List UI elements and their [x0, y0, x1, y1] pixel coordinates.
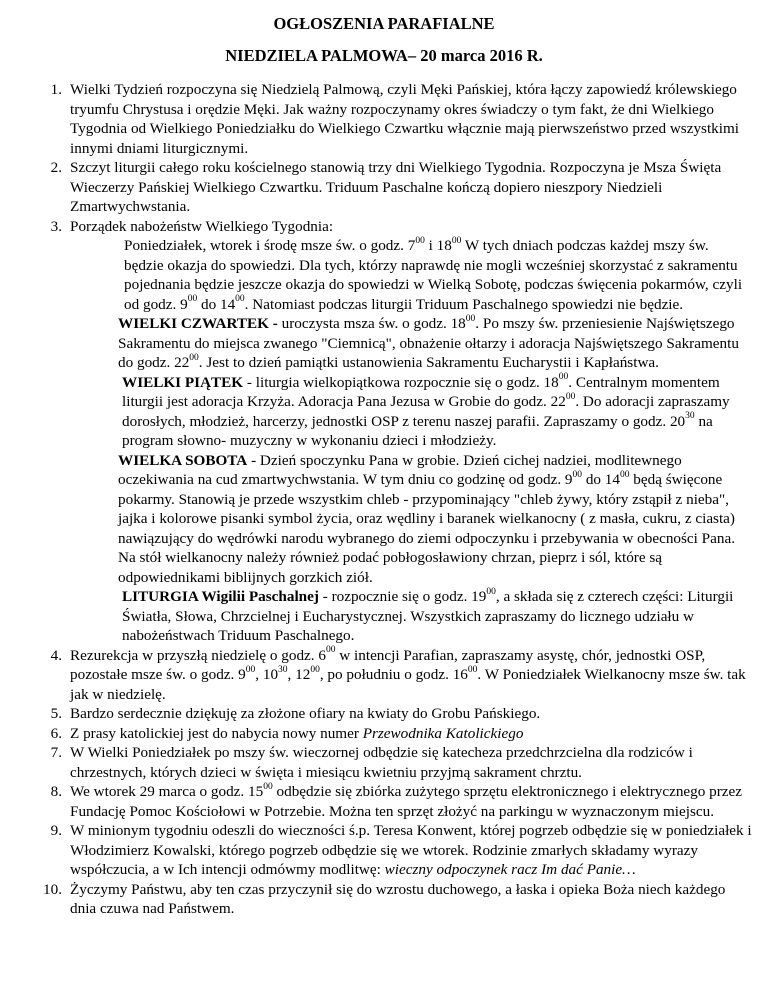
- item-number: 8.: [50, 783, 62, 800]
- schedule-mon-wed: Poniedziałek, wtorek i środę msze św. o godz. $7^{00}$ i $18^{00}$ W tych dniach podczas każdej mszy św. będzie okazja do spowiedzi. Dla tych, którzy naprawdę nie mogli wcześniej skorzystać z sakramentu pojednania będzie jeszcze okazja do spowiedzi w Wielką Sobotę, podczas święcenia pokarmów, czyli od godz. $9^{00}$ do $14^{00}$. Natomiast podczas liturgii Triduum Paschalnego spowiedzi nie będzie.: [124, 235, 743, 313]
- item-text: Rezurekcja w przyszłą niedzielę o godz. $6^{00}$ w intencji Parafian, zapraszamy asystę, chór, jednostki OSP, pozostałe msze św. o godz. $9^{00}$, $10^{30}$, $12^{00}$, po południu o godz. $16^{00}$. W Poniedziałek Wielkanocny msze św. tak jak w niedzielę.: [70, 645, 746, 703]
- list-item: [0, 743, 752, 782]
- list-item: [0, 724, 752, 744]
- item-number: 3.: [50, 217, 62, 235]
- item-text: Z prasy katolickiej jest do nabycia nowy numer Przewodnika Katolickiego: [70, 724, 524, 742]
- item-number: 1.: [50, 81, 62, 98]
- announcements-list: [0, 80, 752, 919]
- list-item: [0, 782, 752, 821]
- saturday-label: WIELKA SOBOTA: [118, 451, 248, 469]
- item-text: Porządek nabożeństw Wielkiego Tygodnia:: [70, 217, 334, 235]
- item-number: 5.: [50, 705, 62, 722]
- list-item: [0, 704, 752, 724]
- item-text: Szczyt liturgii całego roku kościelnego stanowią trzy dni Wielkiego Tygodnia. Rozpoczyna je Msza Święta Wieczerzy Pańskiej Wielkiego Czwartku. Triduum Paschalne kończą dopiero nieszpory Niedzieli Zmartwychwstania.: [70, 159, 722, 215]
- thursday-label: WIELKI CZWARTEK -: [118, 315, 278, 332]
- schedule-thursday: WIELKI CZWARTEK - uroczysta msza św. o godz. $18^{00}$. Po mszy św. przeniesienie Najświętszego Sakramentu do miejsca zwanego "Ciemnicą", obnażenie ołtarzy i adoracja Najświętszego Sakramentu do godz. $22^{00}$. Jest to dzień pamiątki ustanowienia Sakramentu Eucharystii i Kapłaństwa.: [118, 313, 739, 371]
- list-item: [0, 646, 752, 705]
- item-text: Bardzo serdecznie dziękuję za złożone ofiary na kwiaty do Grobu Pańskiego.: [70, 705, 541, 722]
- schedule-saturday: WIELKA SOBOTA - Dzień spoczynku Pana w grobie. Dzień cichej nadziei, modlitewnego oczekiwania na cud zmartwychwstania. W tym dniu co godzinę od godz. $9^{00}$ do $14^{00}$ będą święcone pokarmy. Stanowią je przede wszystkim chleb - przypominający "chleb żywy, który zstąpił z nieba", jajka i kolorowe pisanki symbol życia, oraz wędliny i baranek wielkanocny ( z masła, cukru, z ciasta) nawiązujący do wędrówki narodu wybranego do ziemi odpoczynku i przebywania w obecności Pana. Na stół wielkanocny należy również podać pobłogosławiony chrzan, pieprz i sól, które są odpowiednikami biblijnych gorzkich ziół.: [118, 451, 735, 586]
- page-title: OGŁOSZENIA PARAFIALNE: [273, 14, 495, 33]
- friday-label: WIELKI PIĄTEK: [122, 373, 244, 391]
- item-number: 4.: [50, 646, 62, 664]
- item-text: W minionym tygodniu odeszli do wieczności ś.p. Teresa Konwent, której pogrzeb odbędzie się w poniedziałek i Włodzimierz Kowalski, którego pogrzeb odbędzie się we wtorek. Rodzinie zmarłych składamy wyrazy współczucia, a w Ich intencji odmówmy modlitwę: wieczny odpoczynek racz Im dać Panie…: [70, 822, 752, 878]
- page-subtitle: NIEDZIELA PALMOWA– 20 marca 2016 R.: [225, 46, 543, 65]
- item-number: 2.: [50, 159, 62, 176]
- item-number: 10.: [43, 880, 62, 898]
- schedule-friday: WIELKI PIĄTEK - liturgia wielkopiątkowa rozpocznie się o godz. $18^{00}$. Centralnym momentem liturgii jest adoracja Krzyża. Adoracja Pana Jezusa w Grobie do godz. $22^{00}$. Do adoracji zapraszamy dorosłych, młodzież, harcerzy, jednostki OSP z terenu naszej parafii. Zapraszamy o godz. $20^{30}$ na program słowno- muzyczny w wykonaniu dzieci i młodzieży.: [122, 372, 730, 449]
- item-number: 6.: [50, 724, 62, 742]
- list-item: [0, 158, 752, 217]
- item-text: Wielki Tydzień rozpoczyna się Niedzielą Palmową, czyli Męki Pańskiej, która łączy zapowiedź królewskiego tryumfu Chrystusa i orędzie Męki. Jak ważny rozpoczynamy okres świadczy o tym fakt, że dni Wielkiego Tygodnia od Wielkiego Poniedziałku do Wielkiego Czwartku włącznie mają pierwszeństwo przed wszystkimi innymi dniami liturgicznymi.: [70, 81, 740, 157]
- schedule-vigil: LITURGIA Wigilii Paschalnej - rozpocznie się o godz. $19^{00}$, a składa się z czterech części: Liturgii Światła, Słowa, Chrzcielnej i Eucharystycznej. Wszystkich zapraszamy do licznego udziału w nabożeństwach Triduum Paschalnego.: [122, 586, 734, 644]
- list-item: [0, 821, 752, 880]
- list-item: [0, 880, 752, 919]
- list-item: [0, 217, 752, 646]
- item-number: 7.: [50, 744, 62, 761]
- item-number: 9.: [50, 822, 62, 839]
- item-text: We wtorek 29 marca o godz. $15^{00}$ odbędzie się zbiórka zużytego sprzętu elektronicznego i elektrycznego przez Fundację Pomoc Kościołowi w Potrzebie. Można ten sprzęt złożyć na parkingu w wyznaczonym miejscu.: [70, 781, 743, 820]
- item-text: W Wielki Poniedziałek po mszy św. wieczornej odbędzie się katecheza przedchrzcielna dla rodziców i chrzestnych, których dzieci w święta i miesiącu kwietniu przyjmą sakrament chrztu.: [70, 744, 693, 781]
- list-item: [0, 80, 752, 158]
- item-text: Życzymy Państwu, aby ten czas przyczynił się do wzrostu duchowego, a łaska i opieka Boża niech każdego dnia czuwa nad Państwem.: [70, 880, 726, 917]
- vigil-label: LITURGIA Wigilii Paschalnej: [122, 588, 319, 605]
